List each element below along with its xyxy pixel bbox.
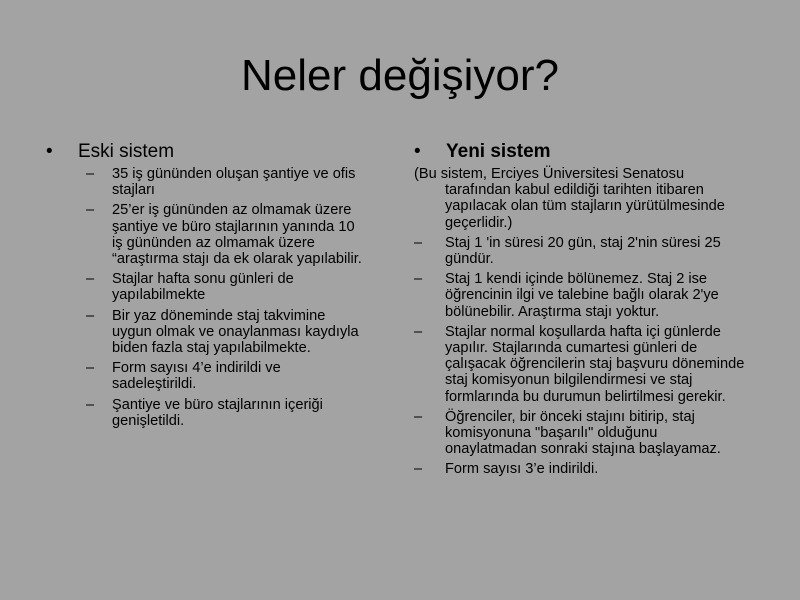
list-item xyxy=(86,308,376,357)
dash-icon: – xyxy=(86,166,95,182)
list-item-text: Stajlar hafta sonu günleri de yapılabilmekte xyxy=(112,271,294,304)
left-heading-row xyxy=(46,141,376,163)
list-item xyxy=(86,397,376,429)
list-item-text: Öğrenciler, bir önceki stajını bitirip, staj komisyonuna "başarılı" olduğunu onaylatmadan sonraki stajına başlayamaz. xyxy=(445,408,721,458)
list-item-text: Staj 1 kendi içinde bölünemez. Staj 2 ise öğrencinin ilgi ve talebine bağlı olarak 2'ye bölünebilir. Araştırma stajı yoktur. xyxy=(445,271,719,320)
right-heading-row xyxy=(414,141,754,163)
list-item xyxy=(86,271,376,303)
list-item-text: 25’er iş gününden az olmamak üzere şantiye ve büro stajlarının yanında 10 iş gününden az olmamak üzere “araştırma stajı da ek olarak yapılabilir. xyxy=(112,202,362,268)
list-item-text: Stajlar normal koşullarda hafta içi günlerde yapılır. Stajlarında cumartesi günleri de çalışacak öğrencilerin staj başvuru döneminde staj komisyonun bilgilendirmesi ve staj formlarında bu durumun belirtilmesi gerekir. xyxy=(445,323,745,405)
list-item-text: Staj 1 'in süresi 20 gün, staj 2'nin süresi 25 gündür. xyxy=(445,234,721,268)
dash-icon: – xyxy=(86,396,95,413)
list-item-text: 35 iş gününden oluşan şantiye ve ofis stajları xyxy=(112,166,356,199)
list-item-text: Form sayısı 3’e indirildi. xyxy=(445,461,599,478)
left-list xyxy=(86,166,376,429)
dash-icon: – xyxy=(86,202,95,219)
right-column xyxy=(414,141,754,482)
dash-icon: – xyxy=(414,408,423,425)
left-column xyxy=(46,141,376,433)
right-note-rest: tarafından kabul edildiği tarihten itibaren yapılacak olan tüm stajların yürütülmesinde geçerlidir.) xyxy=(445,182,725,231)
left-heading: Eski sistem xyxy=(78,141,175,162)
right-note-first-line: (Bu sistem, Erciyes Üniversitesi Senatosu xyxy=(414,166,685,182)
dash-icon: – xyxy=(414,271,423,288)
list-item xyxy=(414,324,754,405)
list-item-text: Şantiye ve büro stajlarının içeriği genişletildi. xyxy=(112,396,323,429)
list-item xyxy=(86,166,376,198)
slide-title: Neler değişiyor? xyxy=(241,51,559,100)
list-item xyxy=(414,409,754,458)
right-note xyxy=(414,166,754,231)
dash-icon: – xyxy=(86,360,95,377)
list-item xyxy=(414,271,754,320)
list-item xyxy=(86,360,376,392)
dash-icon: – xyxy=(414,323,423,340)
list-item-text: Form sayısı 4’e indirildi ve sadeleştirildi. xyxy=(112,360,281,393)
right-heading: Yeni sistem xyxy=(446,141,551,162)
list-item xyxy=(414,461,754,477)
bullet-icon: • xyxy=(46,141,53,162)
list-item-text: Bir yaz döneminde staj takvimine uygun olmak ve onaylanması kaydıyla biden fazla staj yapılabilmekte. xyxy=(112,307,359,357)
dash-icon: – xyxy=(86,271,95,288)
dash-icon: – xyxy=(86,307,95,324)
dash-icon: – xyxy=(414,461,423,478)
list-item xyxy=(86,202,376,267)
dash-icon: – xyxy=(414,234,423,251)
right-list xyxy=(414,235,754,478)
bullet-icon: • xyxy=(414,141,421,162)
list-item xyxy=(414,235,754,267)
